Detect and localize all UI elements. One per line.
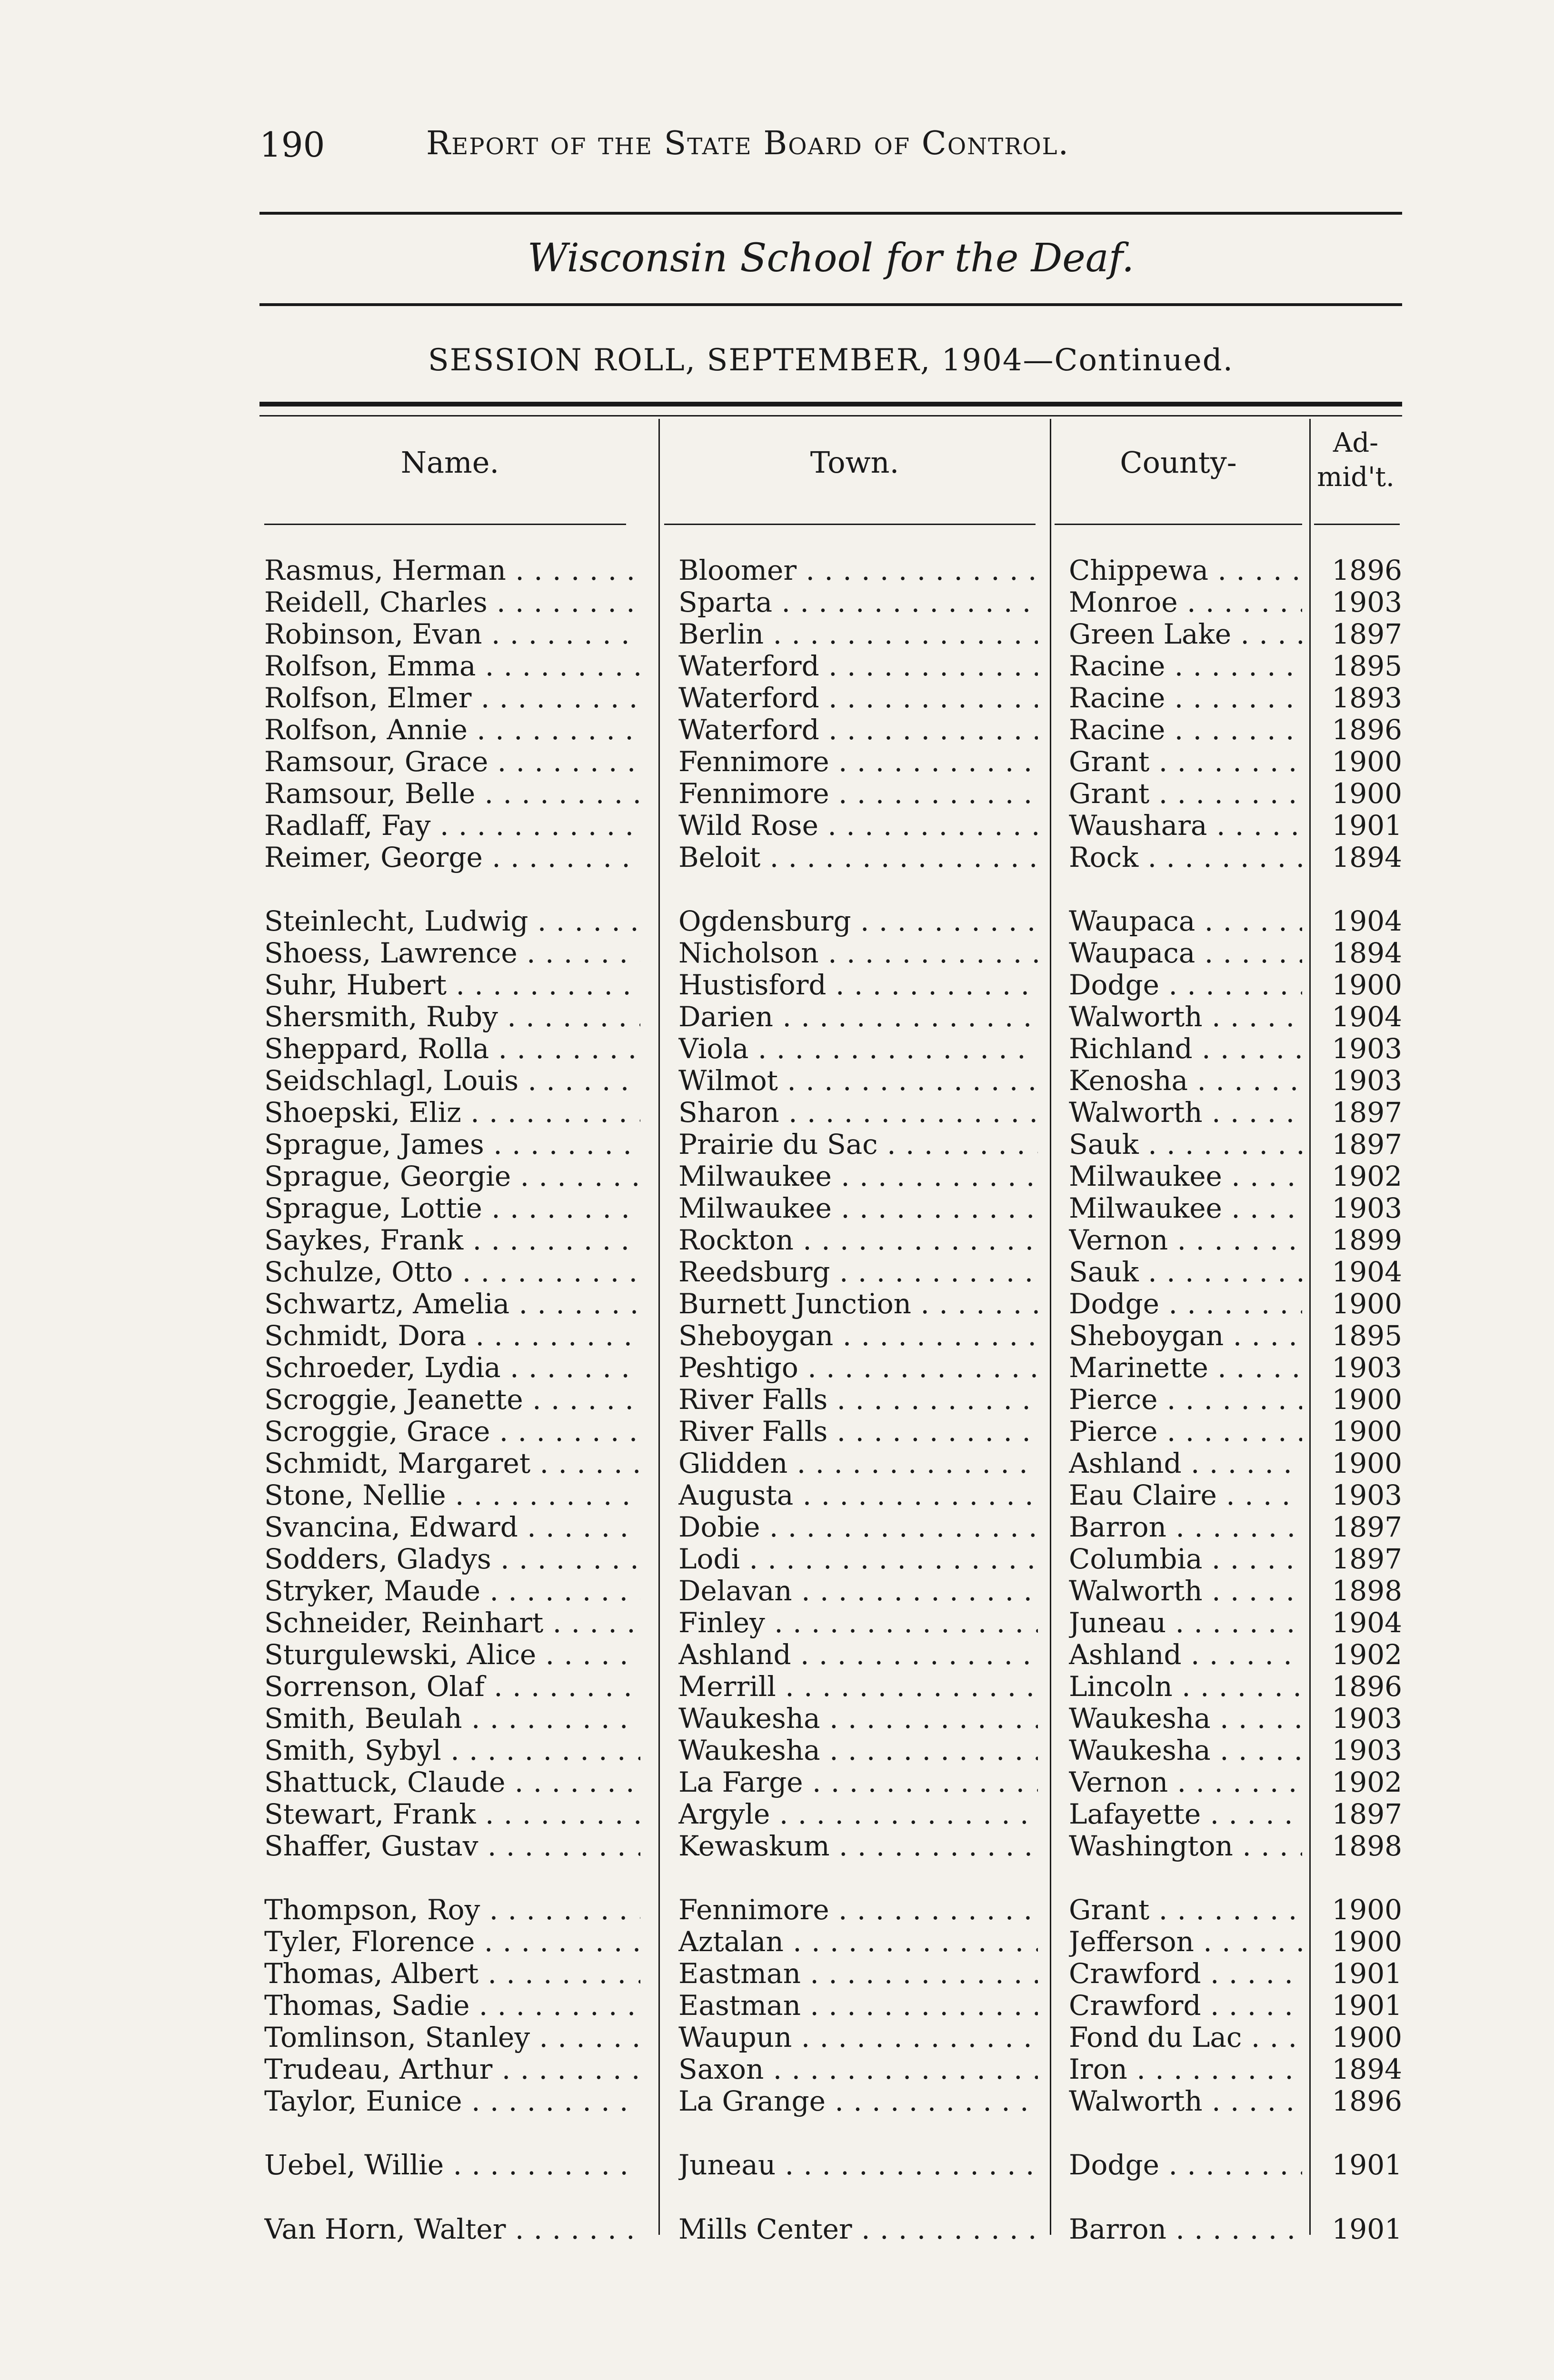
county-cell: Crawford . . .	[1069, 1958, 1302, 1990]
table-row	[0, 1033, 1554, 1065]
roll-table-body	[0, 555, 1554, 2247]
table-row	[0, 1894, 1554, 1926]
town-cell: Juneau . . .	[678, 2149, 1038, 2181]
column-header-county: County-	[1120, 445, 1237, 480]
table-row	[0, 810, 1554, 842]
table-row	[0, 1639, 1554, 1671]
admitted-year-cell: 1896	[1332, 2085, 1402, 2117]
county-cell: Waushara . . .	[1069, 810, 1302, 842]
top-rule	[259, 212, 1402, 215]
county-cell: Eau Claire . . .	[1069, 1479, 1302, 1511]
column-header-town: Town.	[810, 445, 899, 480]
county-cell: Walworth . . .	[1069, 1001, 1302, 1033]
name-cell: Sodders, Gladys . . .	[264, 1543, 640, 1575]
table-row	[0, 1607, 1554, 1639]
county-cell: Racine . . .	[1069, 682, 1302, 714]
admitted-year-cell: 1894	[1332, 937, 1402, 969]
town-cell: Sheboygan . . .	[678, 1320, 1038, 1352]
table-row	[0, 1990, 1554, 2022]
town-cell: Aztalan . . .	[678, 1926, 1038, 1958]
admitted-year-cell: 1903	[1332, 1479, 1402, 1511]
admitted-year-cell: 1897	[1332, 1129, 1402, 1160]
admitted-year-cell: 1897	[1332, 1511, 1402, 1543]
table-row	[0, 1160, 1554, 1192]
county-cell: Dodge . . .	[1069, 1288, 1302, 1320]
table-row	[0, 2053, 1554, 2085]
table-row	[0, 2149, 1554, 2182]
county-cell: Vernon . . .	[1069, 1766, 1302, 1798]
table-row	[0, 586, 1554, 618]
table-row	[0, 1384, 1554, 1416]
county-cell: Sauk . . .	[1069, 1129, 1302, 1160]
county-cell: Pierce . . .	[1069, 1384, 1302, 1416]
table-row	[0, 1192, 1554, 1224]
county-cell: Rock . . .	[1069, 842, 1302, 873]
table-row	[0, 1798, 1554, 1830]
admitted-year-cell: 1902	[1332, 1639, 1402, 1671]
name-cell: Shaffer, Gustav . . .	[264, 1830, 640, 1862]
table-row	[0, 1001, 1554, 1033]
header-underline	[264, 524, 626, 525]
name-cell: Stone, Nellie . . .	[264, 1479, 640, 1511]
name-cell: Ramsour, Grace . . .	[264, 746, 640, 778]
header-underline	[1055, 524, 1302, 525]
town-cell: Waupun . . .	[678, 2022, 1038, 2053]
county-cell: Walworth . . .	[1069, 1097, 1302, 1129]
town-cell: Reedsburg . . .	[678, 1256, 1038, 1288]
column-header-name: Name.	[400, 445, 499, 480]
town-cell: Saxon . . .	[678, 2053, 1038, 2085]
admitted-year-cell: 1894	[1332, 842, 1402, 873]
county-cell: Waupaca . . .	[1069, 905, 1302, 937]
county-cell: Pierce . . .	[1069, 1416, 1302, 1448]
county-cell: Iron . . .	[1069, 2053, 1302, 2085]
admitted-year-cell: 1900	[1332, 1926, 1402, 1958]
name-cell: Radlaff, Fay . . .	[264, 810, 640, 842]
session-title: SESSION ROLL, SEPTEMBER, 1904—Continued.	[428, 343, 1234, 378]
town-cell: Waterford . . .	[678, 650, 1038, 682]
town-cell: Viola . . .	[678, 1033, 1038, 1065]
admitted-year-cell: 1897	[1332, 1543, 1402, 1575]
name-cell: Thomas, Sadie . . .	[264, 1990, 640, 2022]
town-cell: Eastman . . .	[678, 1958, 1038, 1990]
table-row	[0, 650, 1554, 682]
county-cell: Milwaukee . . .	[1069, 1192, 1302, 1224]
town-cell: Fennimore . . .	[678, 778, 1038, 810]
name-cell: Uebel, Willie . . .	[264, 2149, 640, 2181]
name-cell: Seidschlagl, Louis . . .	[264, 1065, 640, 1097]
county-cell: Barron . . .	[1069, 1511, 1302, 1543]
town-cell: Fennimore . . .	[678, 746, 1038, 778]
admitted-year-cell: 1904	[1332, 1001, 1402, 1033]
name-cell: Scroggie, Grace . . .	[264, 1416, 640, 1448]
name-cell: Thompson, Roy . . .	[264, 1894, 640, 1926]
name-cell: Schmidt, Margaret . . .	[264, 1448, 640, 1479]
table-row	[0, 969, 1554, 1001]
town-cell: Fennimore . . .	[678, 1894, 1038, 1926]
name-cell: Robinson, Evan . . .	[264, 618, 640, 650]
county-cell: Vernon . . .	[1069, 1224, 1302, 1256]
name-cell: Schwartz, Amelia . . .	[264, 1288, 640, 1320]
town-cell: Sparta . . .	[678, 586, 1038, 618]
county-cell: Walworth . . .	[1069, 2085, 1302, 2117]
county-cell: Ashland . . .	[1069, 1448, 1302, 1479]
table-row	[0, 1320, 1554, 1352]
name-cell: Stryker, Maude . . .	[264, 1575, 640, 1607]
admitted-year-cell: 1903	[1332, 586, 1402, 618]
table-row	[0, 2085, 1554, 2117]
admitted-year-cell: 1903	[1332, 1735, 1402, 1766]
county-cell: Grant . . .	[1069, 1894, 1302, 1926]
admitted-year-cell: 1895	[1332, 1320, 1402, 1352]
admitted-year-cell: 1897	[1332, 1097, 1402, 1129]
table-top-rule-thick	[259, 402, 1402, 407]
name-cell: Rasmus, Herman . . .	[264, 555, 640, 586]
admitted-year-cell: 1895	[1332, 650, 1402, 682]
name-cell: Stewart, Frank . . .	[264, 1798, 640, 1830]
admitted-year-cell: 1904	[1332, 905, 1402, 937]
town-cell: Eastman . . .	[678, 1990, 1038, 2022]
county-cell: Grant . . .	[1069, 778, 1302, 810]
town-cell: Sharon . . .	[678, 1097, 1038, 1129]
admitted-year-cell: 1896	[1332, 1671, 1402, 1703]
admitted-year-cell: 1900	[1332, 1416, 1402, 1448]
name-cell: Van Horn, Walter . . .	[264, 2213, 640, 2245]
town-cell: Merrill . . .	[678, 1671, 1038, 1703]
name-cell: Thomas, Albert . . .	[264, 1958, 640, 1990]
name-cell: Ramsour, Belle . . .	[264, 778, 640, 810]
county-cell: Waukesha . . .	[1069, 1703, 1302, 1735]
town-cell: River Falls . . .	[678, 1416, 1038, 1448]
town-cell: Berlin . . .	[678, 618, 1038, 650]
county-cell: Columbia . . .	[1069, 1543, 1302, 1575]
town-cell: Argyle . . .	[678, 1798, 1038, 1830]
county-cell: Sauk . . .	[1069, 1256, 1302, 1288]
name-cell: Shattuck, Claude . . .	[264, 1766, 640, 1798]
running-head	[259, 125, 1402, 168]
table-row	[0, 1065, 1554, 1097]
name-cell: Schroeder, Lydia . . .	[264, 1352, 640, 1384]
name-cell: Schmidt, Dora . . .	[264, 1320, 640, 1352]
county-cell: Dodge . . .	[1069, 2149, 1302, 2181]
admitted-year-cell: 1902	[1332, 1766, 1402, 1798]
town-cell: River Falls . . .	[678, 1384, 1038, 1416]
table-row	[0, 1543, 1554, 1575]
table-row	[0, 937, 1554, 969]
table-row	[0, 1575, 1554, 1607]
town-cell: Dobie . . .	[678, 1511, 1038, 1543]
name-cell: Rolfson, Annie . . .	[264, 714, 640, 746]
column-header-admitted-line2: mid't.	[1317, 462, 1395, 493]
admitted-year-cell: 1900	[1332, 1384, 1402, 1416]
county-cell: Ashland . . .	[1069, 1639, 1302, 1671]
admitted-year-cell: 1900	[1332, 1894, 1402, 1926]
town-cell: Ashland . . .	[678, 1639, 1038, 1671]
county-cell: Green Lake . . .	[1069, 618, 1302, 650]
admitted-year-cell: 1897	[1332, 1798, 1402, 1830]
county-cell: Lafayette . . .	[1069, 1798, 1302, 1830]
name-cell: Smith, Sybyl . . .	[264, 1735, 640, 1766]
column-header-admitted-line1: Ad-	[1333, 427, 1379, 458]
county-cell: Dodge . . .	[1069, 969, 1302, 1001]
county-cell: Washington . . .	[1069, 1830, 1302, 1862]
admitted-year-cell: 1899	[1332, 1224, 1402, 1256]
table-row	[0, 1926, 1554, 1958]
county-cell: Racine . . .	[1069, 650, 1302, 682]
column-header-admitted	[1309, 426, 1402, 495]
table-row	[0, 842, 1554, 873]
town-cell: Waterford . . .	[678, 682, 1038, 714]
town-cell: Waukesha . . .	[678, 1703, 1038, 1735]
table-row	[0, 555, 1554, 586]
header-underline	[1314, 524, 1400, 525]
county-cell: Racine . . .	[1069, 714, 1302, 746]
town-cell: Darien . . .	[678, 1001, 1038, 1033]
name-cell: Sprague, Georgie . . .	[264, 1160, 640, 1192]
table-row	[0, 1735, 1554, 1766]
table-row	[0, 1448, 1554, 1479]
county-cell: Richland . . .	[1069, 1033, 1302, 1065]
table-row	[0, 1129, 1554, 1160]
table-row	[0, 778, 1554, 810]
table-row	[0, 1671, 1554, 1703]
town-cell: Finley . . .	[678, 1607, 1038, 1639]
name-cell: Trudeau, Arthur . . .	[264, 2053, 640, 2085]
county-cell: Waukesha . . .	[1069, 1735, 1302, 1766]
name-cell: Shoess, Lawrence . . .	[264, 937, 640, 969]
admitted-year-cell: 1903	[1332, 1352, 1402, 1384]
name-cell: Rolfson, Emma . . .	[264, 650, 640, 682]
county-cell: Grant . . .	[1069, 746, 1302, 778]
county-cell: Fond du Lac . . .	[1069, 2022, 1302, 2053]
admitted-year-cell: 1898	[1332, 1830, 1402, 1862]
town-cell: La Farge . . .	[678, 1766, 1038, 1798]
name-cell: Sheppard, Rolla . . .	[264, 1033, 640, 1065]
page-number: 190	[259, 125, 325, 165]
name-cell: Schulze, Otto . . .	[264, 1256, 640, 1288]
admitted-year-cell: 1900	[1332, 2022, 1402, 2053]
admitted-year-cell: 1900	[1332, 778, 1402, 810]
county-cell: Marinette . . .	[1069, 1352, 1302, 1384]
county-cell: Barron . . .	[1069, 2213, 1302, 2245]
table-row	[0, 1416, 1554, 1448]
name-cell: Suhr, Hubert . . .	[264, 969, 640, 1001]
name-cell: Rolfson, Elmer . . .	[264, 682, 640, 714]
admitted-year-cell: 1898	[1332, 1575, 1402, 1607]
town-cell: Hustisford . . .	[678, 969, 1038, 1001]
county-cell: Crawford . . .	[1069, 1990, 1302, 2022]
admitted-year-cell: 1894	[1332, 2053, 1402, 2085]
name-cell: Tomlinson, Stanley . . .	[264, 2022, 640, 2053]
name-cell: Sprague, James . . .	[264, 1129, 640, 1160]
name-cell: Reimer, George . . .	[264, 842, 640, 873]
table-row	[0, 1703, 1554, 1735]
county-cell: Waupaca . . .	[1069, 937, 1302, 969]
county-cell: Monroe . . .	[1069, 586, 1302, 618]
admitted-year-cell: 1903	[1332, 1065, 1402, 1097]
admitted-year-cell: 1900	[1332, 969, 1402, 1001]
table-row	[0, 1097, 1554, 1129]
admitted-year-cell: 1897	[1332, 618, 1402, 650]
town-cell: Waukesha . . .	[678, 1735, 1038, 1766]
table-row	[0, 618, 1554, 650]
admitted-year-cell: 1903	[1332, 1192, 1402, 1224]
admitted-year-cell: 1900	[1332, 1448, 1402, 1479]
table-row	[0, 2213, 1554, 2247]
table-row	[0, 1830, 1554, 1862]
admitted-year-cell: 1904	[1332, 1607, 1402, 1639]
town-cell: Burnett Junction . . .	[678, 1288, 1038, 1320]
table-row	[0, 1958, 1554, 1990]
name-cell: Taylor, Eunice . . .	[264, 2085, 640, 2117]
table-row	[0, 905, 1554, 937]
table-row	[0, 1766, 1554, 1798]
header-underline	[664, 524, 1036, 525]
name-cell: Tyler, Florence . . .	[264, 1926, 640, 1958]
admitted-year-cell: 1901	[1332, 2149, 1402, 2181]
town-cell: Ogdensburg . . .	[678, 905, 1038, 937]
admitted-year-cell: 1903	[1332, 1703, 1402, 1735]
town-cell: Mills Center . . .	[678, 2213, 1038, 2245]
town-cell: Prairie du Sac . . .	[678, 1129, 1038, 1160]
table-row	[0, 682, 1554, 714]
admitted-year-cell: 1900	[1332, 746, 1402, 778]
name-cell: Sorrenson, Olaf . . .	[264, 1671, 640, 1703]
town-cell: Bloomer . . .	[678, 555, 1038, 586]
town-cell: Waterford . . .	[678, 714, 1038, 746]
town-cell: Glidden . . .	[678, 1448, 1038, 1479]
name-cell: Sturgulewski, Alice . . .	[264, 1639, 640, 1671]
town-cell: Delavan . . .	[678, 1575, 1038, 1607]
table-row	[0, 1256, 1554, 1288]
table-top-rule-thin	[259, 415, 1402, 416]
town-cell: Beloit . . .	[678, 842, 1038, 873]
table-row	[0, 714, 1554, 746]
table-row	[0, 746, 1554, 778]
admitted-year-cell: 1904	[1332, 1256, 1402, 1288]
admitted-year-cell: 1901	[1332, 810, 1402, 842]
name-cell: Reidell, Charles . . .	[264, 586, 640, 618]
title-rule	[259, 303, 1402, 306]
table-row	[0, 1511, 1554, 1543]
town-cell: Rockton . . .	[678, 1224, 1038, 1256]
county-cell: Lincoln . . .	[1069, 1671, 1302, 1703]
town-cell: Peshtigo . . .	[678, 1352, 1038, 1384]
county-cell: Chippewa . . .	[1069, 555, 1302, 586]
school-title: Wisconsin School for the Deaf.	[527, 236, 1135, 281]
town-cell: Wild Rose . . .	[678, 810, 1038, 842]
town-cell: Wilmot . . .	[678, 1065, 1038, 1097]
admitted-year-cell: 1901	[1332, 1958, 1402, 1990]
county-cell: Kenosha . . .	[1069, 1065, 1302, 1097]
name-cell: Smith, Beulah . . .	[264, 1703, 640, 1735]
county-cell: Milwaukee . . .	[1069, 1160, 1302, 1192]
county-cell: Juneau . . .	[1069, 1607, 1302, 1639]
admitted-year-cell: 1896	[1332, 555, 1402, 586]
table-row	[0, 2022, 1554, 2053]
table-row	[0, 1288, 1554, 1320]
town-cell: Nicholson . . .	[678, 937, 1038, 969]
admitted-year-cell: 1893	[1332, 682, 1402, 714]
admitted-year-cell: 1896	[1332, 714, 1402, 746]
name-cell: Svancina, Edward . . .	[264, 1511, 640, 1543]
name-cell: Shersmith, Ruby . . .	[264, 1001, 640, 1033]
town-cell: La Grange . . .	[678, 2085, 1038, 2117]
name-cell: Schneider, Reinhart . . .	[264, 1607, 640, 1639]
town-cell: Milwaukee . . .	[678, 1192, 1038, 1224]
table-row	[0, 1352, 1554, 1384]
admitted-year-cell: 1903	[1332, 1033, 1402, 1065]
town-cell: Kewaskum . . .	[678, 1830, 1038, 1862]
admitted-year-cell: 1901	[1332, 1990, 1402, 2022]
running-title: Report of the State Board of Control.	[426, 125, 1070, 162]
admitted-year-cell: 1900	[1332, 1288, 1402, 1320]
county-cell: Walworth . . .	[1069, 1575, 1302, 1607]
name-cell: Shoepski, Eliz . . .	[264, 1097, 640, 1129]
name-cell: Scroggie, Jeanette . . .	[264, 1384, 640, 1416]
town-cell: Milwaukee . . .	[678, 1160, 1038, 1192]
town-cell: Augusta . . .	[678, 1479, 1038, 1511]
admitted-year-cell: 1901	[1332, 2213, 1402, 2245]
county-cell: Sheboygan . . .	[1069, 1320, 1302, 1352]
name-cell: Steinlecht, Ludwig . . .	[264, 905, 640, 937]
table-row	[0, 1479, 1554, 1511]
admitted-year-cell: 1902	[1332, 1160, 1402, 1192]
table-row	[0, 1224, 1554, 1256]
name-cell: Saykes, Frank . . .	[264, 1224, 640, 1256]
town-cell: Lodi . . .	[678, 1543, 1038, 1575]
name-cell: Sprague, Lottie . . .	[264, 1192, 640, 1224]
county-cell: Jefferson . . .	[1069, 1926, 1302, 1958]
